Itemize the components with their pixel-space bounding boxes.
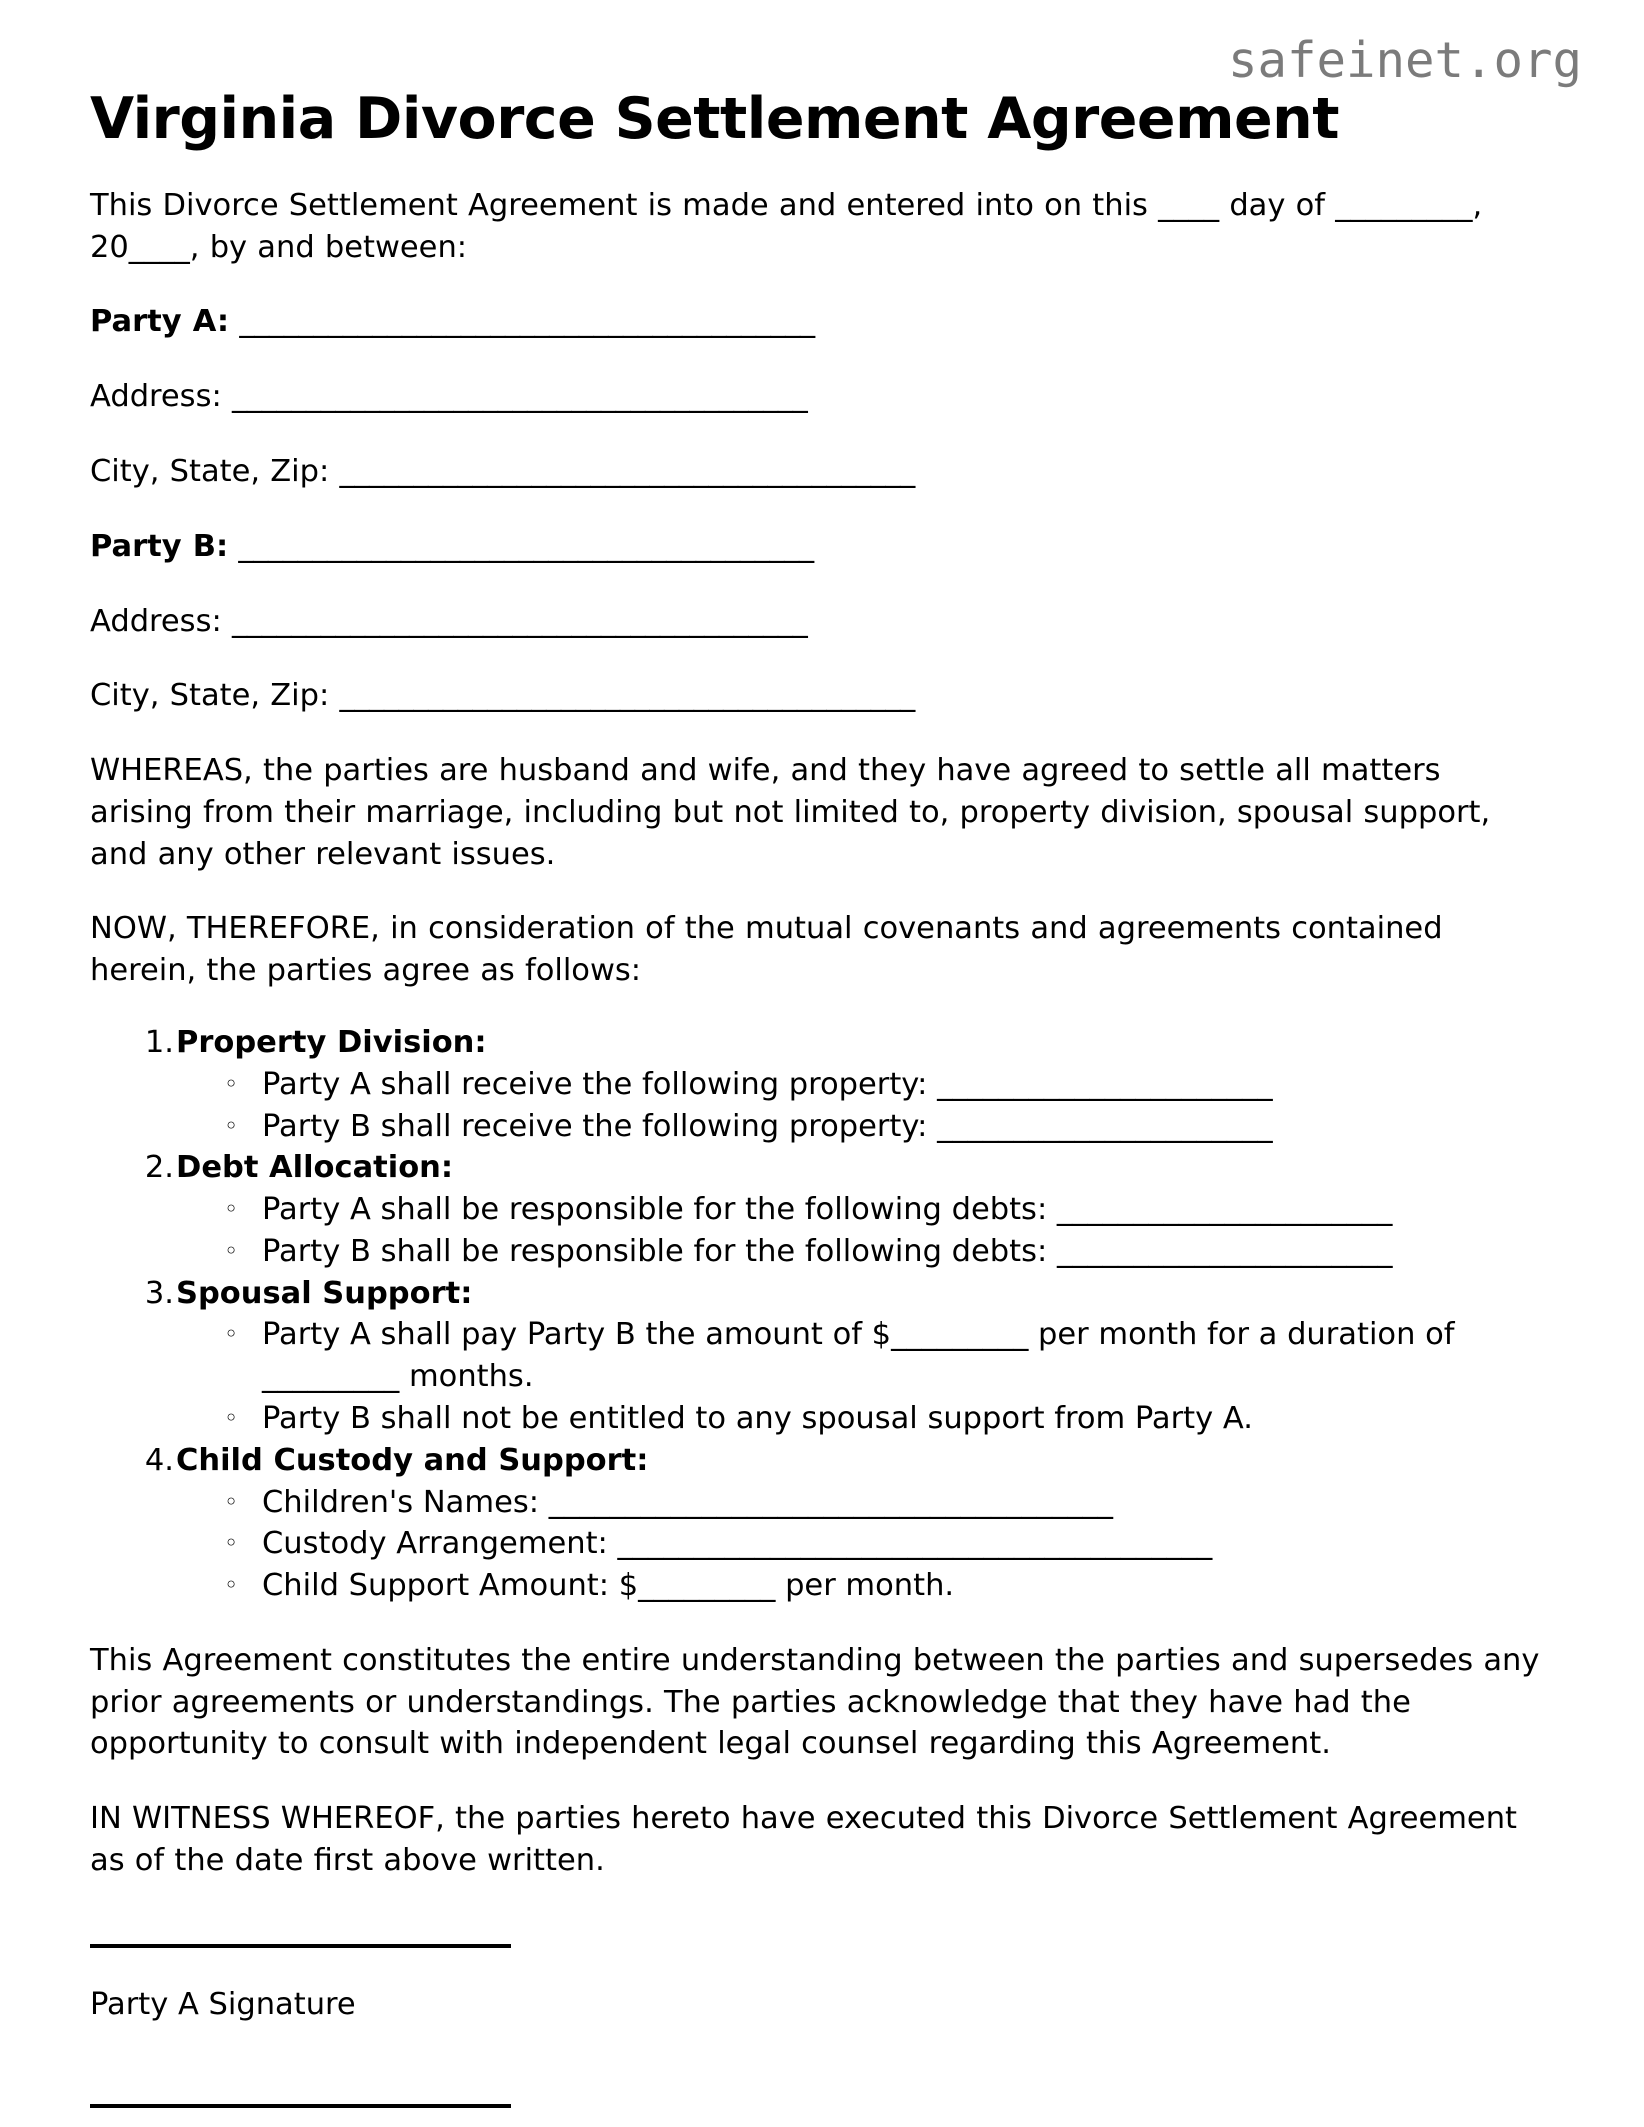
party-a-city-line xyxy=(90,418,1548,493)
party-a-name-blank: _______________________________________ xyxy=(239,304,815,340)
circle-bullet-icon: ◦ xyxy=(224,1111,239,1140)
clause-heading: Property Division: xyxy=(176,1024,487,1060)
party-a-address-label: Address: xyxy=(90,379,222,415)
clause-item-property-division xyxy=(90,1022,1548,1147)
clause-item-child-custody-and-support xyxy=(90,1440,1548,1607)
clause-heading: Child Custody and Support: xyxy=(176,1442,649,1478)
list-item xyxy=(220,1482,1548,1524)
party-a-city-label: City, State, Zip: xyxy=(90,453,330,489)
clause-item-spousal-support xyxy=(90,1273,1548,1440)
clause-number: 2. xyxy=(144,1150,174,1186)
clause-sub-list xyxy=(176,1314,1548,1439)
list-item-text: Party B shall be responsible for the following debts: ______________________ xyxy=(262,1233,1393,1269)
list-item-text: Party A shall pay Party B the amount of $_________ per month for a duration of _________ months. xyxy=(262,1317,1455,1395)
signature-block-party-a xyxy=(90,1882,1548,2026)
list-item-text: Custody Arrangement: _______________________________________ xyxy=(262,1526,1213,1562)
signature-spacer xyxy=(90,2026,1548,2104)
list-item xyxy=(220,1523,1548,1565)
circle-bullet-icon: ◦ xyxy=(224,1195,239,1224)
circle-bullet-icon: ◦ xyxy=(224,1069,239,1098)
party-a-name-line xyxy=(90,268,1548,343)
list-item xyxy=(220,1106,1548,1148)
list-item xyxy=(220,1064,1548,1106)
party-b-address-blank: _______________________________________ xyxy=(231,603,808,639)
party-a-address-line xyxy=(90,343,1548,418)
circle-bullet-icon: ◦ xyxy=(224,1487,239,1516)
party-b-city-label: City, State, Zip: xyxy=(90,678,330,714)
party-a-name-label: Party A: xyxy=(90,304,230,340)
now-therefore-paragraph: NOW, THEREFORE, in consideration of the mutual covenants and agreements contained herein, the parties agree as follows: xyxy=(90,911,1443,989)
whereas-paragraph: WHEREAS, the parties are husband and wife, and they have agreed to settle all matters arising from their marriage, including but not limited to, property division, spousal support, and any other relevant issues. xyxy=(90,753,1491,872)
agreement-clause-list xyxy=(90,992,1548,1607)
circle-bullet-icon: ◦ xyxy=(224,1320,239,1349)
circle-bullet-icon: ◦ xyxy=(224,1236,239,1265)
signature-label-party-a: Party A Signature xyxy=(90,1986,356,2022)
party-b-city-line xyxy=(90,642,1548,717)
party-b-city-blank: _______________________________________ xyxy=(339,678,915,714)
list-item-text: Party B shall receive the following property: ______________________ xyxy=(262,1108,1273,1144)
clause-number: 3. xyxy=(144,1275,174,1311)
clause-sub-list xyxy=(176,1482,1548,1607)
witness-paragraph: IN WITNESS WHEREOF, the parties hereto have executed this Divorce Settlement Agreement as of the date first above written. xyxy=(90,1801,1517,1879)
list-item-text: Party B shall not be entitled to any spousal support from Party A. xyxy=(262,1401,1253,1437)
clause-sub-list xyxy=(176,1189,1548,1273)
clause-item-debt-allocation xyxy=(90,1147,1548,1272)
clause-number: 4. xyxy=(144,1442,174,1478)
clause-number: 1. xyxy=(144,1024,174,1060)
list-item xyxy=(220,1565,1548,1607)
party-a-city-blank: _______________________________________ xyxy=(339,453,915,489)
party-b-name-label: Party B: xyxy=(90,528,229,564)
list-item-text: Party A shall be responsible for the following debts: ______________________ xyxy=(262,1192,1393,1228)
document-content xyxy=(90,0,1548,2127)
signature-label-party-b xyxy=(90,2108,1548,2127)
list-item xyxy=(220,1398,1548,1440)
entire-agreement-paragraph: This Agreement constitutes the entire understanding between the parties and supersedes any prior agreements or understandings. The parties acknowledge that they have had the opportunity to consult with independent legal counsel regarding this Agreement. xyxy=(90,1642,1540,1762)
clause-sub-list xyxy=(176,1064,1548,1148)
list-item-text: Party A shall receive the following property: ______________________ xyxy=(262,1066,1273,1102)
page-title: Virginia Divorce Settlement Agreement xyxy=(90,86,1339,152)
party-b-address-line xyxy=(90,568,1548,643)
circle-bullet-icon: ◦ xyxy=(224,1529,239,1558)
party-b-name-blank: _______________________________________ xyxy=(238,528,814,564)
list-item xyxy=(220,1314,1548,1398)
list-item-text: Children's Names: _____________________________________ xyxy=(262,1484,1113,1520)
circle-bullet-icon: ◦ xyxy=(224,1571,239,1600)
list-item xyxy=(220,1189,1548,1231)
circle-bullet-icon: ◦ xyxy=(224,1404,239,1433)
party-b-address-label: Address: xyxy=(90,603,222,639)
list-item xyxy=(220,1231,1548,1273)
signature-block-party-b xyxy=(90,2104,1548,2127)
party-b-name-line xyxy=(90,493,1548,568)
clause-heading: Spousal Support: xyxy=(176,1275,473,1311)
party-a-address-blank: _______________________________________ xyxy=(231,379,808,415)
list-item-text: Child Support Amount: $_________ per month. xyxy=(262,1568,955,1604)
site-watermark: safeinet.org xyxy=(1227,32,1582,89)
intro-paragraph: This Divorce Settlement Agreement is made and entered into on this ____ day of _________, 20____, by and between: xyxy=(90,187,1483,265)
clause-heading: Debt Allocation: xyxy=(176,1150,454,1186)
